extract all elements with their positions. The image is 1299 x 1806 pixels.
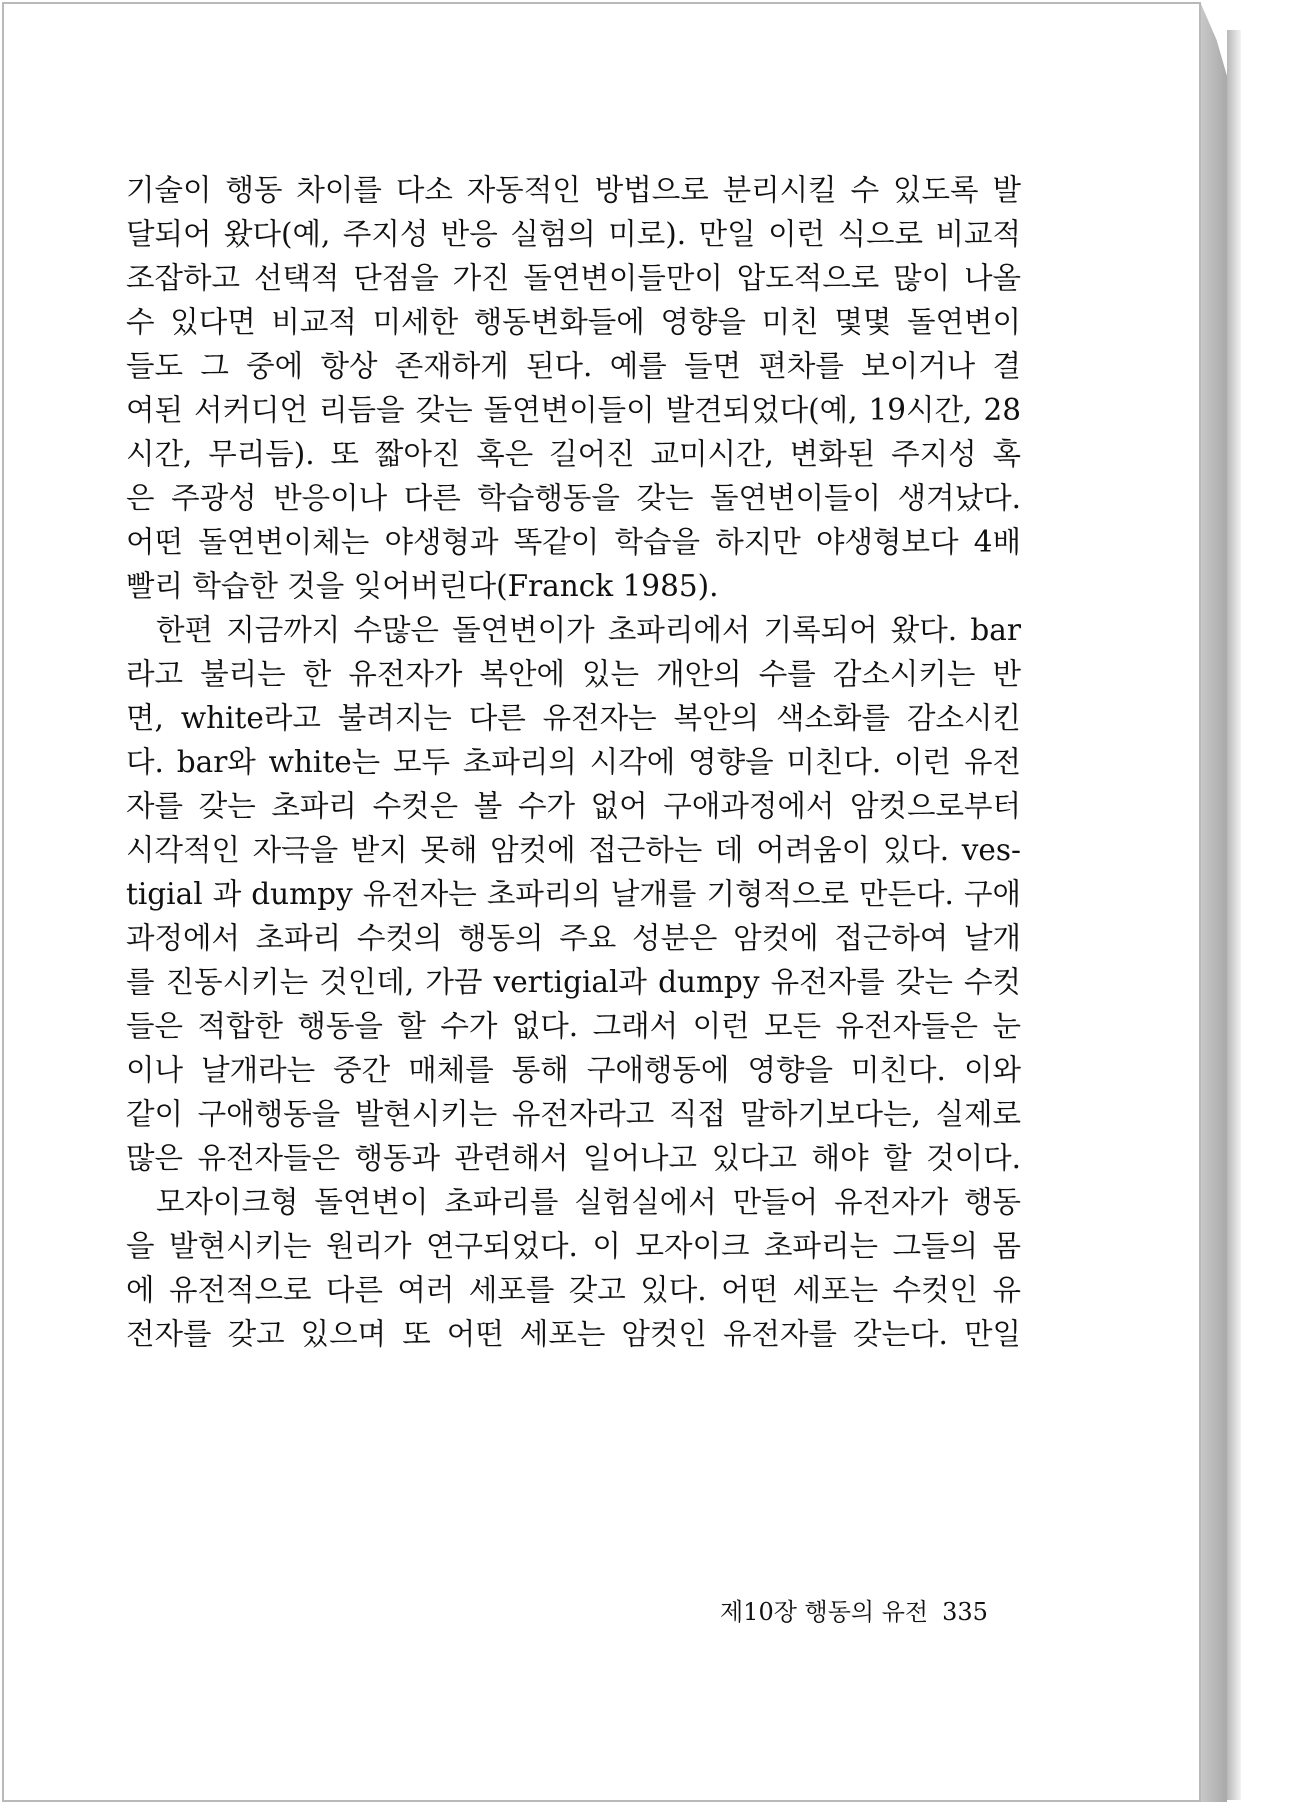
text-line: 에 유전적으로 다른 여러 세포를 갖고 있다. 어떤 세포는 수컷인 유 xyxy=(126,1273,1021,1307)
text-line: 를 진동시키는 것인데, 가끔 vertigial과 dumpy 유전자를 갖는 수컷 xyxy=(126,965,1021,999)
page-shadow xyxy=(1227,30,1241,1800)
text-line: 어떤 돌연변이체는 야생형과 똑같이 학습을 하지만 야생형보다 4배 xyxy=(126,525,1021,559)
text-line: 조잡하고 선택적 단점을 가진 돌연변이들만이 압도적으로 많이 나올 xyxy=(126,261,1021,295)
text-line: 수 있다면 비교적 미세한 행동변화들에 영향을 미친 몇몇 돌연변이 xyxy=(126,305,1021,339)
text-line: 다. bar와 white는 모두 초파리의 시각에 영향을 미친다. 이런 유전 xyxy=(126,745,1021,779)
page-number: 335 xyxy=(942,1598,988,1626)
text-line: 많은 유전자들은 행동과 관련해서 일어나고 있다고 해야 할 것이다. xyxy=(126,1141,1021,1175)
paragraph-2 xyxy=(126,608,1021,1180)
chapter-title: 제10장 행동의 유전 xyxy=(720,1598,929,1626)
page-footer xyxy=(720,1592,992,1627)
text-line: 은 주광성 반응이나 다른 학습행동을 갖는 돌연변이들이 생겨났다. xyxy=(126,481,1021,515)
text-line: 자를 갖는 초파리 수컷은 볼 수가 없어 구애과정에서 암컷으로부터 xyxy=(126,789,1021,823)
text-line: tigial 과 dumpy 유전자는 초파리의 날개를 기형적으로 만든다. 구애 xyxy=(126,877,1021,911)
text-line: 시각적인 자극을 받지 못해 암컷에 접근하는 데 어려움이 있다. ves- xyxy=(126,833,1021,867)
text-line: 들도 그 중에 항상 존재하게 된다. 예를 들면 편차를 보이거나 결 xyxy=(126,349,1021,383)
text-line: 들은 적합한 행동을 할 수가 없다. 그래서 이런 모든 유전자들은 눈 xyxy=(126,1009,1021,1043)
text-line: 라고 불리는 한 유전자가 복안에 있는 개안의 수를 감소시키는 반 xyxy=(126,657,1021,691)
body-text xyxy=(126,168,1021,1356)
paragraph-1 xyxy=(126,168,1021,608)
text-line: 과정에서 초파리 수컷의 행동의 주요 성분은 암컷에 접근하여 날개 xyxy=(126,921,1021,955)
text-line: 기술이 행동 차이를 다소 자동적인 방법으로 분리시킬 수 있도록 발 xyxy=(126,173,1021,207)
text-line: 이나 날개라는 중간 매체를 통해 구애행동에 영향을 미친다. 이와 xyxy=(126,1053,1021,1087)
text-line: 한편 지금까지 수많은 돌연변이가 초파리에서 기록되어 왔다. bar xyxy=(156,613,1021,647)
text-line: 달되어 왔다(예, 주지성 반응 실험의 미로). 만일 이런 식으로 비교적 xyxy=(126,217,1021,251)
text-line: 을 발현시키는 원리가 연구되었다. 이 모자이크 초파리는 그들의 몸 xyxy=(126,1229,1021,1263)
page-stack-edge xyxy=(1201,4,1227,1802)
paragraph-3 xyxy=(126,1180,1021,1356)
text-line: 면, white라고 불려지는 다른 유전자는 복안의 색소화를 감소시킨 xyxy=(126,701,1021,735)
text-line: 빨리 학습한 것을 잊어버린다(Franck 1985). xyxy=(126,569,719,603)
text-line: 전자를 갖고 있으며 또 어떤 세포는 암컷인 유전자를 갖는다. 만일 xyxy=(126,1317,1021,1351)
text-line: 시간, 무리듬). 또 짧아진 혹은 길어진 교미시간, 변화된 주지성 혹 xyxy=(126,437,1021,471)
text-line: 여된 서커디언 리듬을 갖는 돌연변이들이 발견되었다(예, 19시간, 28 xyxy=(126,393,1021,427)
text-line: 모자이크형 돌연변이 초파리를 실험실에서 만들어 유전자가 행동 xyxy=(156,1185,1021,1219)
text-line: 같이 구애행동을 발현시키는 유전자라고 직접 말하기보다는, 실제로 xyxy=(126,1097,1021,1131)
